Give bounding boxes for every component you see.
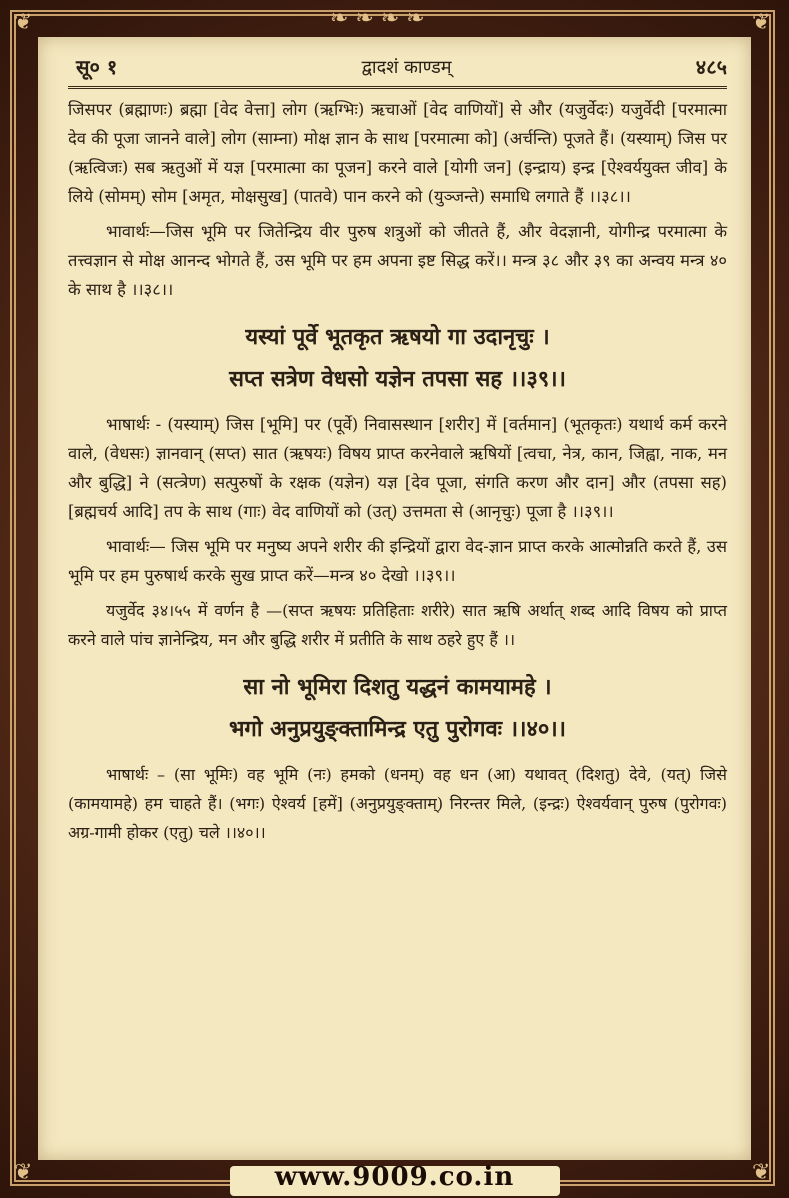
corner-ornament-icon: ❦ <box>752 10 771 35</box>
translation-38: जिसपर (ब्रह्माणः) ब्रह्मा [वेद वेत्ता] लोग (ऋग्भिः) ऋचाओं [वेद वाणियों] से और (यजुर्वेदः) यजुर्वेदी [परमात्मा देव की पूजा जानने वाले] लोग (साम्ना) मोक्ष ज्ञान के साथ [परमात्मा को] (अर्चन्ति) पूजते हैं। (यस्याम्) जिस पर (ऋत्विजः) सब ऋतुओं में यज्ञ [परमात्मा का पूजन] करने वाले [योगी जन] (इन्द्राय) इन्द्र [ऐश्वर्ययुक्त जीव] के लिये (सोमम्) सोम [अमृत, मोक्षसुख] (पातवे) पान करने को (युञ्जन्ते) समाधि लगाते हैं ।।३८।। <box>68 100 727 206</box>
note-39: यजुर्वेद ३४।५५ में वर्णन है —(सप्त ऋषयः प्रतिहिताः शरीरे) सात ऋषि अर्थात् शब्द आदि विषय को प्राप्त करने वाले पांच ज्ञानेन्द्रिय, मन और बुद्धि शरीर में प्रतीति के साथ ठहरे हुए हैं ।। <box>68 601 727 649</box>
page-header <box>68 47 727 89</box>
mantra-40-line-2: भगो अनुप्रयुङ्क्तामिन्द्र एतु पुरोगवः ।।४०।। <box>228 716 567 742</box>
corner-ornament-icon: ❦ <box>14 1160 33 1185</box>
chapter-title: द्वादशं काण्डम् <box>361 56 452 78</box>
website-footer[interactable]: www.9009.co.in <box>274 1162 515 1192</box>
corner-ornament-icon: ❦ <box>752 1160 771 1185</box>
translation-39: भाषार्थः - (यस्याम्) जिस [भूमि] पर (पूर्वे) निवासस्थान [शरीर] में [वर्तमान] (भूतकृतः) यथार्थ कर्म करने वाले, (वेधसः) ज्ञानवान् (सप्त) सात (ऋषयः) विषय प्राप्त करनेवाले ऋषियों [त्वचा, नेत्र, कान, जिह्वा, नाक, मन और बुद्धि] ने (सत्त्रेण) सत्पुरुषों के रक्षक (यज्ञेन) यज्ञ [देव पूजा, संगति करण और दान] और (तपसा सह) [ब्रह्मचर्य आदि] तप के साथ (गाः) वेद वाणियों को (उत्) उत्तमता से (आनृचुः) पूजा है ।।३९।। <box>68 415 727 521</box>
mantra-39-line-1: यस्यां पूर्वे भूतकृत ऋषयो गा उदानृचुः । <box>245 324 550 350</box>
top-ornament-icon: ❧ ❧ ❧ ❧ <box>330 6 425 31</box>
corner-ornament-icon: ❦ <box>14 10 33 35</box>
meaning-39: भावार्थः— जिस भूमि पर मनुष्य अपने शरीर की इन्द्रियों द्वारा वेद-ज्ञान प्राप्त करके आत्मोन्नति करते हैं, उस भूमि पर हम पुरुषार्थ करके सुख प्राप्त करें—मन्त्र ४० देखो ।।३९।। <box>68 537 727 585</box>
meaning-38: भावार्थः—जिस भूमि पर जितेन्द्रिय वीर पुरुष शत्रुओं को जीतते हैं, और वेदज्ञानी, योगीन्द्र परमात्मा के तत्त्वज्ञान से मोक्ष आनन्द भोगते हैं, उस भूमि पर हम अपना इष्ट सिद्ध करें।। मन्त्र ३८ और ३९ का अन्वय मन्त्र ४० के साथ है ।।३८।। <box>68 222 727 299</box>
sutra-number: सू० १ <box>76 55 118 79</box>
book-page <box>38 37 751 1160</box>
page-number: ४८५ <box>695 55 727 79</box>
mantra-40-line-1: सा नो भूमिरा दिशतु यद्धनं कामयामहे । <box>243 674 552 700</box>
translation-40: भाषार्थः – (सा भूमिः) वह भूमि (नः) हमको (धनम्) वह धन (आ) यथावत् (दिशतु) देवे, (यत्) जिसे (कामयामहे) हम चाहते हैं। (भगः) ऐश्वर्य [हमें] (अनुप्रयुङ्क्ताम्) निरन्तर मिले, (इन्द्रः) ऐश्वर्यवान् पुरुष (पुरोगवः) अग्र-गामी होकर (एतु) चले ।।४०।। <box>68 765 727 842</box>
mantra-39-line-2: सप्त सत्रेण वेधसो यज्ञेन तपसा सह ।।३९।। <box>229 366 566 392</box>
